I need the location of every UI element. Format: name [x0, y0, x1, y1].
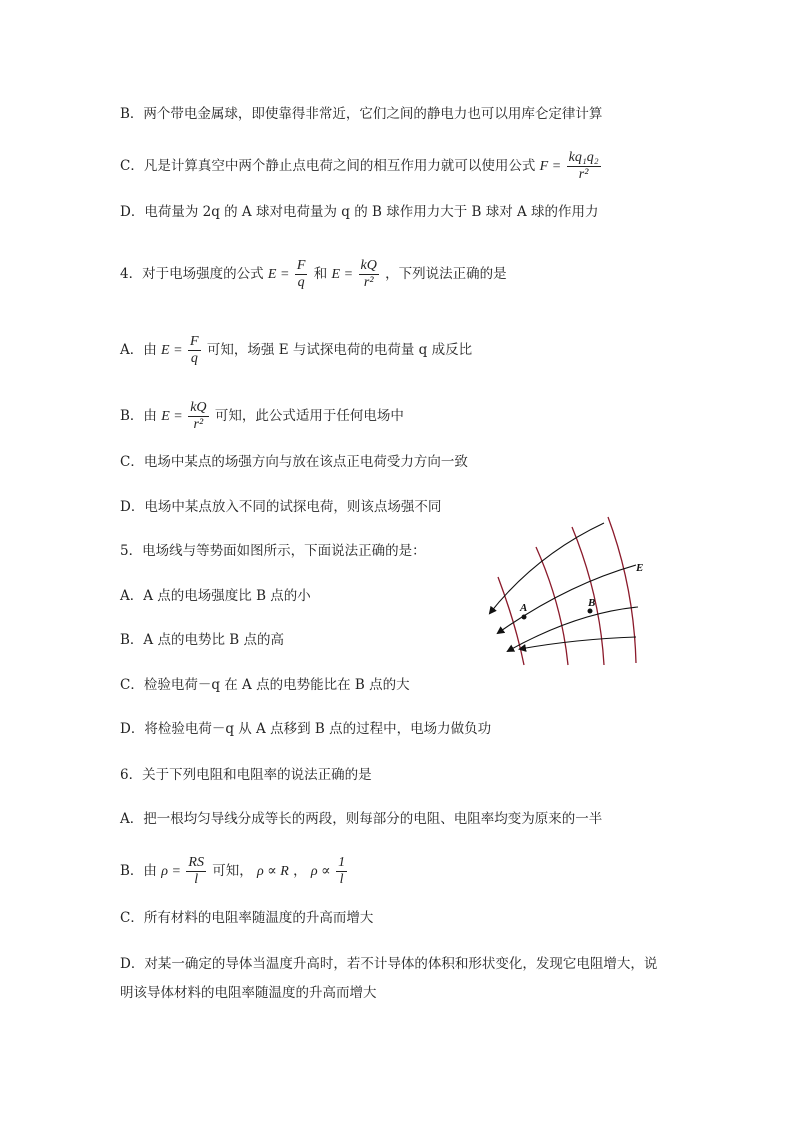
q3-option-c [120, 150, 603, 183]
q5-option-a: A．A 点的电场强度比 B 点的小 [120, 588, 311, 604]
q5-option-d: D．将检验电荷－q 从 A 点移到 B 点的过程中，电场力做负功 [120, 721, 492, 737]
q3-option-d: D．电荷量为 2q 的 A 球对电荷量为 q 的 B 球作用力大于 B 球对 A 球的作用力 [120, 204, 599, 220]
q5-option-c: C．检验电荷－q 在 A 点的电势能比在 B 点的大 [120, 677, 410, 693]
q4-formula2-fraction [359, 258, 379, 291]
q4-option-d: D．电场中某点放入不同的试探电荷，则该点场强不同 [120, 499, 442, 515]
label-a: A [520, 602, 528, 614]
point-a-marker [522, 615, 527, 620]
q6-option-b-mid: 可知， [212, 863, 253, 879]
q4-option-b-post: 可知，此公式适用于任何电场中 [214, 408, 404, 424]
field-line [498, 565, 636, 633]
q6-stem: 6．关于下列电阻和电阻率的说法正确的是 [120, 767, 372, 783]
fraction-denominator: l [194, 872, 199, 887]
fraction-denominator: l [339, 872, 344, 887]
q4-stem-pre: 4．对于电场强度的公式 [120, 266, 264, 282]
fraction-numerator: kQ [360, 258, 377, 273]
fraction-denominator: q [190, 351, 198, 366]
q4-formula1-lhs: E = [267, 267, 293, 282]
fraction-denominator: r² [363, 275, 374, 290]
q4-option-c: C．电场中某点的场强方向与放在该点正电荷受力方向一致 [120, 454, 468, 470]
q6-option-b-fraction [186, 855, 206, 888]
fraction-denominator: r² [578, 167, 589, 182]
fraction-denominator: r² [193, 417, 204, 432]
q4-option-b-fraction [188, 400, 208, 433]
electric-field-diagram [476, 515, 666, 675]
q4-option-b-lhs: E = [161, 409, 187, 424]
q3-option-c-fraction [567, 150, 601, 183]
q6-option-b-relation1: ρ ∝ R [257, 864, 289, 879]
q4-option-a-post: 可知，场强 E 与试探电荷的电荷量 q 成反比 [206, 342, 473, 358]
fraction-denominator: q [297, 275, 305, 290]
q3-option-b: B．两个带电金属球，即使靠得非常近，它们之间的静电力也可以用库仑定律计算 [120, 106, 603, 122]
fraction-numerator: RS [188, 855, 204, 870]
equipotential-line [608, 517, 636, 663]
q6-option-d-line1: D．对某一确定的导体当温度升高时，若不计导体的体积和形状变化，发现它电阻增大，说 [120, 956, 658, 972]
q6-option-a: A．把一根均匀导线分成等长的两段，则每部分的电阻、电阻率均变为原来的一半 [120, 811, 603, 827]
fraction-numerator: kQ [190, 400, 207, 415]
q4-stem-post: ，下列说法正确的是 [385, 266, 507, 282]
q4-option-b [120, 400, 404, 433]
fraction-numerator: F [296, 258, 306, 273]
equipotential-line [572, 527, 604, 665]
q6-option-b-separator: ， [293, 863, 307, 879]
q6-option-c: C．所有材料的电阻率随温度的升高而增大 [120, 910, 374, 926]
label-e: E [636, 562, 644, 574]
q4-stem [120, 258, 507, 291]
q6-option-b-relation2: ρ ∝ [310, 864, 335, 879]
q4-formula2-lhs: E = [331, 267, 357, 282]
q6-option-b [120, 855, 349, 888]
q4-option-a [120, 334, 472, 367]
fraction-numerator: F [190, 334, 199, 349]
q5-option-b: B．A 点的电势比 B 点的高 [120, 632, 284, 648]
q3-option-c-formula-lhs: F = [539, 159, 565, 174]
q4-option-a-fraction [188, 334, 201, 367]
equipotential-line [498, 577, 524, 665]
q4-formula1-fraction [295, 258, 308, 291]
field-line [520, 637, 636, 649]
q6-option-d-line2: 明该导体材料的电阻率随温度的升高而增大 [120, 985, 377, 1001]
q4-option-a-lhs: E = [161, 343, 187, 358]
q3-option-c-text: C．凡是计算真空中两个静止点电荷之间的相互作用力就可以使用公式 [120, 158, 536, 174]
fraction-numerator: 1 [338, 855, 346, 870]
q5-stem: 5．电场线与等势面如图所示，下面说法正确的是： [120, 543, 426, 559]
point-b-marker [588, 609, 593, 614]
q6-option-b-fraction2 [336, 855, 347, 888]
q4-and: 和 [313, 266, 328, 282]
q6-option-b-lhs: ρ = [161, 864, 185, 879]
q4-option-b-pre: B．由 [120, 408, 157, 424]
q6-option-b-pre: B．由 [120, 863, 157, 879]
label-b: B [588, 597, 596, 609]
q4-option-a-pre: A．由 [120, 342, 157, 358]
fraction-numerator: kq₁q₂ [568, 150, 599, 165]
